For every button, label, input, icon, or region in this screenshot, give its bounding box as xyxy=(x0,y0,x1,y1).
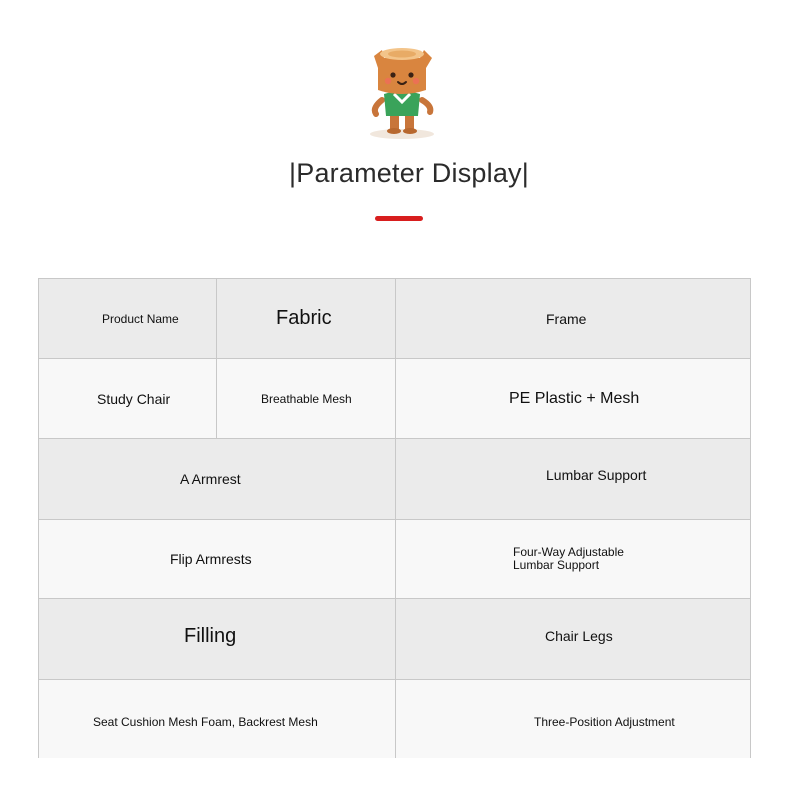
table-cell xyxy=(39,680,396,758)
cell-value-line-1: Four-Way Adjustable xyxy=(513,545,624,559)
table-row xyxy=(39,680,750,758)
table-row xyxy=(39,520,750,599)
table-cell xyxy=(217,359,396,438)
table-cell xyxy=(39,599,396,679)
title-underline xyxy=(375,216,423,221)
cell-value-four-way-lumbar xyxy=(513,546,624,572)
table-cell xyxy=(39,439,396,519)
cell-label-product-name: Product Name xyxy=(102,311,179,326)
table-row xyxy=(39,439,750,520)
table-row xyxy=(39,599,750,680)
table-cell xyxy=(39,520,396,598)
cell-value-seat-cushion: Seat Cushion Mesh Foam, Backrest Mesh xyxy=(93,715,318,729)
table-row xyxy=(39,279,750,359)
table-cell xyxy=(39,279,217,358)
table-cell xyxy=(396,520,751,598)
cell-label-fabric: Fabric xyxy=(276,307,332,329)
table-row xyxy=(39,359,750,439)
table-cell xyxy=(396,279,751,358)
cell-label-chair-legs: Chair Legs xyxy=(545,628,613,644)
parameter-table xyxy=(38,278,751,758)
table-cell xyxy=(217,279,396,358)
cell-label-frame: Frame xyxy=(546,310,587,327)
cell-value-line-2: Lumbar Support xyxy=(513,558,600,572)
cell-label-armrest: A Armrest xyxy=(180,471,241,487)
cell-value-three-position: Three-Position Adjustment xyxy=(534,715,675,729)
cell-value-pe-plastic-mesh: PE Plastic + Mesh xyxy=(509,389,640,407)
table-cell xyxy=(396,359,751,438)
table-cell xyxy=(39,359,217,438)
table-cell xyxy=(396,439,751,519)
table-cell xyxy=(396,680,751,758)
table-cell xyxy=(396,599,751,679)
cell-value-flip-armrests: Flip Armrests xyxy=(170,551,252,567)
page-title: |Parameter Display| xyxy=(289,158,529,188)
cell-label-filling: Filling xyxy=(184,624,237,647)
cell-value-breathable-mesh: Breathable Mesh xyxy=(261,391,352,406)
cell-value-study-chair: Study Chair xyxy=(97,390,171,407)
tree-stump-mascot-icon xyxy=(362,42,442,142)
cell-label-lumbar-support: Lumbar Support xyxy=(546,467,647,483)
